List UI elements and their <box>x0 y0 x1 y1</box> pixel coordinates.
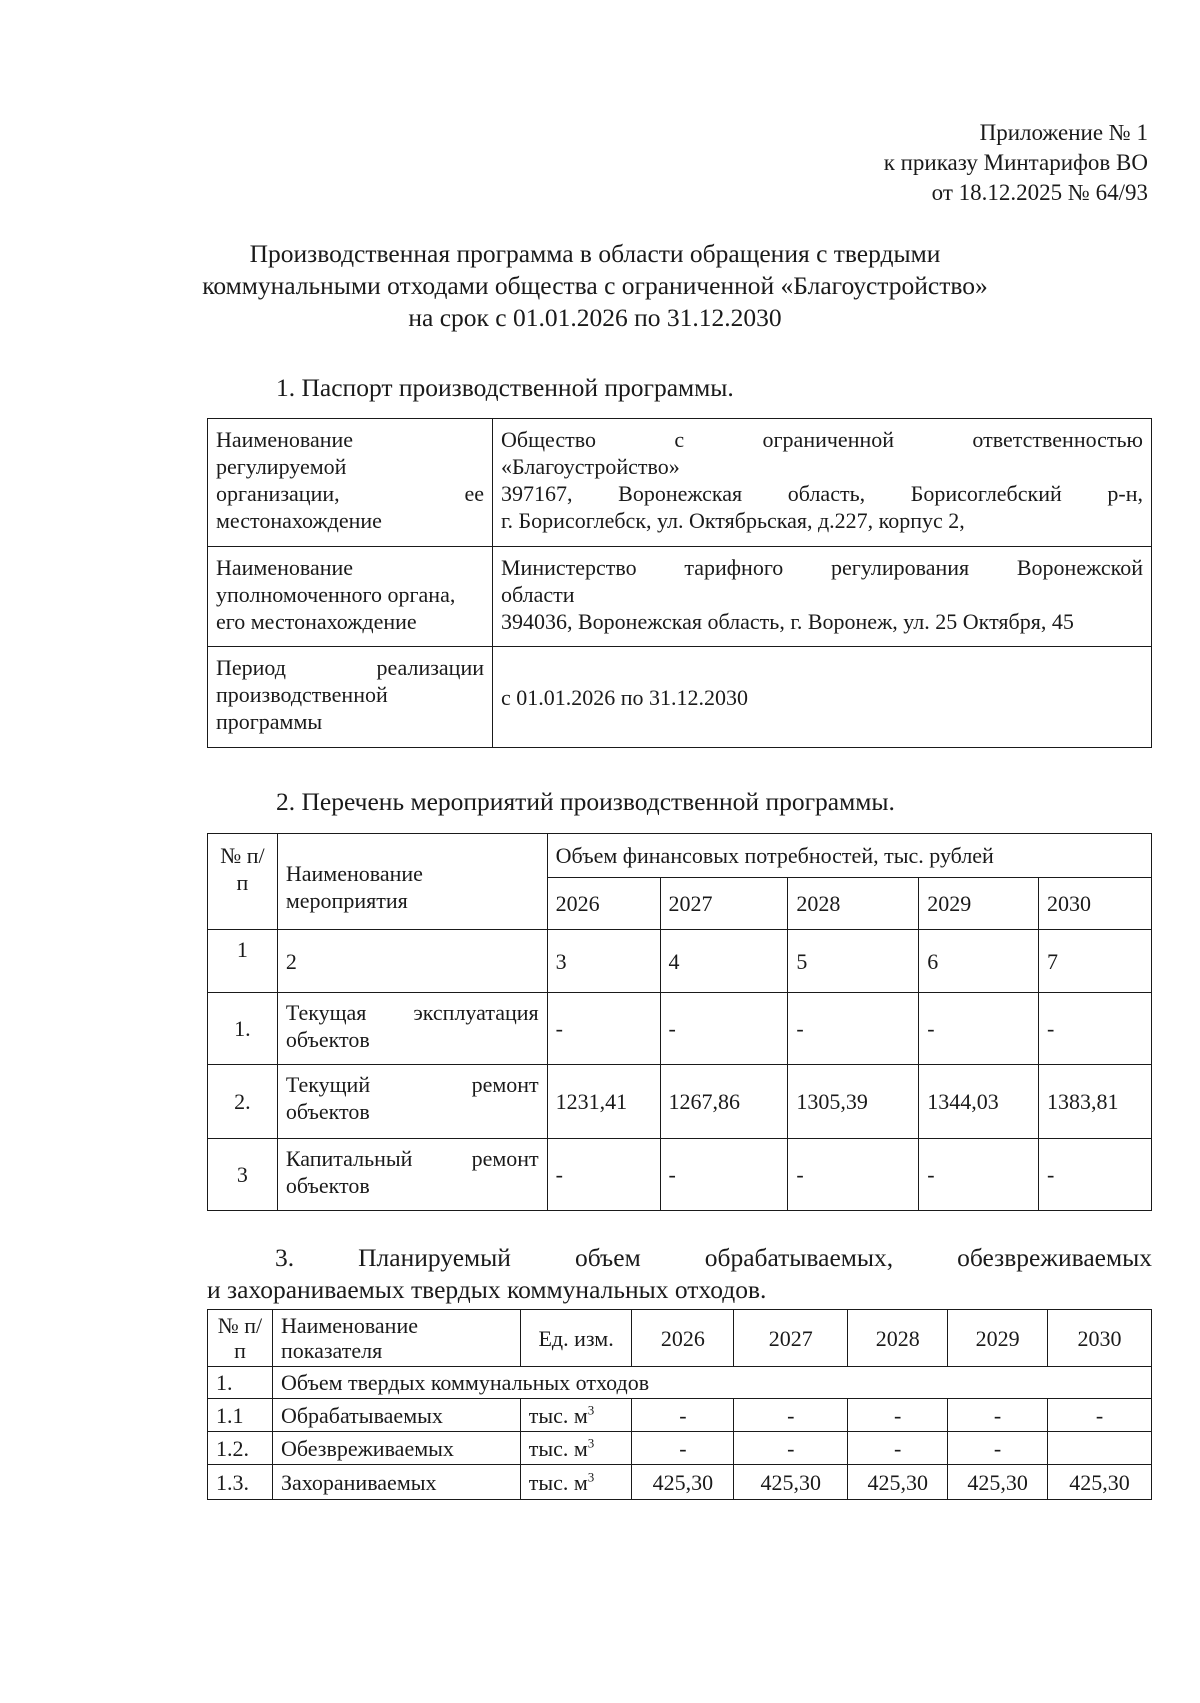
passport-table <box>207 418 1152 748</box>
col-name-header: Наименование показателя <box>272 1310 520 1367</box>
passport-label-cell: Наименование уполномоченного органа, его местонахождение <box>208 547 493 647</box>
unit-cell: тыс. $м^3$ <box>520 1465 632 1500</box>
group-label: Объем твердых коммунальных отходов <box>272 1367 1151 1399</box>
appendix-number: Приложение № 1 <box>979 120 1148 145</box>
col-name-header: Наименование мероприятия <box>277 834 547 930</box>
table-row: 2. Текущий ремонт объектов 1231,41 1267,86 1305,39 1344,03 1383,81 <box>208 1065 1152 1139</box>
appendix-date: от 18.12.2025 № 64/93 <box>931 180 1148 205</box>
passport-label-cell: Период реализации производственной программы <box>208 647 493 748</box>
table-row <box>208 547 1152 647</box>
table-row: 3 Капитальный ремонт объектов - - - - - <box>208 1139 1152 1211</box>
measure-name: Капитальный ремонт объектов <box>277 1139 547 1211</box>
table-row: 1. Текущая эксплуатация объектов - - - - - <box>208 993 1152 1065</box>
col-num-header: № п/п <box>208 834 278 930</box>
year-header: 2027 <box>660 878 788 930</box>
appendix-order: к приказу Минтарифов ВО <box>883 150 1148 175</box>
year-header: 2030 <box>1039 878 1152 930</box>
year-header: 2026 <box>547 878 660 930</box>
table-row: 1. Объем твердых коммунальных отходов <box>208 1367 1152 1399</box>
year-header: 2030 <box>1048 1310 1152 1367</box>
waste-volume-table <box>207 1309 1152 1500</box>
col-num-header: № п/п <box>208 1310 273 1367</box>
table-row: 1.3. Захораниваемых тыс. $м^3$ 425,30 425,30 425,30 425,30 425,30 <box>208 1465 1152 1500</box>
year-header: 2028 <box>848 1310 948 1367</box>
year-header: 2029 <box>948 1310 1048 1367</box>
col-unit-header: Ед. изм. <box>520 1310 632 1367</box>
year-header: 2029 <box>919 878 1039 930</box>
table-row <box>208 419 1152 547</box>
unit-cell: тыс. $м^3$ <box>520 1432 632 1465</box>
passport-value-cell: с 01.01.2026 по 31.12.2030 <box>493 647 1152 748</box>
measure-name: Текущая эксплуатация объектов <box>277 993 547 1065</box>
passport-label-cell: Наименование регулируемой организации, ее местонахождение <box>208 419 493 547</box>
table-row <box>208 647 1152 748</box>
document-title: Производственная программа в области обращения с твердыми коммунальными отходами общества с ограниченной «Благоустройство» на срок с 01.01.2026 по 31.12.2030 <box>202 239 988 332</box>
table-row: 1 2 3 4 5 6 7 <box>208 930 1152 993</box>
appendix-header <box>884 118 1148 208</box>
passport-value-cell: Общество с ограниченной ответственностью «Благоустройство» 397167, Воронежская область, Борисоглебский р-н, г. Борисоглебск, ул. Октябрьская, д.227, корпус 2, <box>493 419 1152 547</box>
col-group-header: Объем финансовых потребностей, тыс. рублей <box>547 834 1151 878</box>
passport-value-cell: Министерство тарифного регулирования Воронежской области 394036, Воронежская область, г. Воронеж, ул. 25 Октября, 45 <box>493 547 1152 647</box>
measures-table <box>207 833 1152 1211</box>
table-row: 1.1 Обрабатываемых тыс. $м^3$ - - - - - <box>208 1399 1152 1432</box>
year-header: 2027 <box>734 1310 848 1367</box>
year-header: 2026 <box>632 1310 734 1367</box>
table-row <box>208 834 1152 878</box>
section3-heading: 3. Планируемый объем обрабатываемых, обезвреживаемых и захораниваемых твердых коммунальных отходов. <box>207 1243 1152 1304</box>
year-header: 2028 <box>788 878 919 930</box>
table-row: 1.2. Обезвреживаемых тыс. $м^3$ - - - - <box>208 1432 1152 1465</box>
measure-name: Текущий ремонт объектов <box>277 1065 547 1139</box>
table-row <box>208 1310 1152 1367</box>
section2-heading: 2. Перечень мероприятий производственной программы. <box>276 787 895 816</box>
section1-heading: 1. Паспорт производственной программы. <box>276 373 734 402</box>
unit-cell: тыс. $м^3$ <box>520 1399 632 1432</box>
